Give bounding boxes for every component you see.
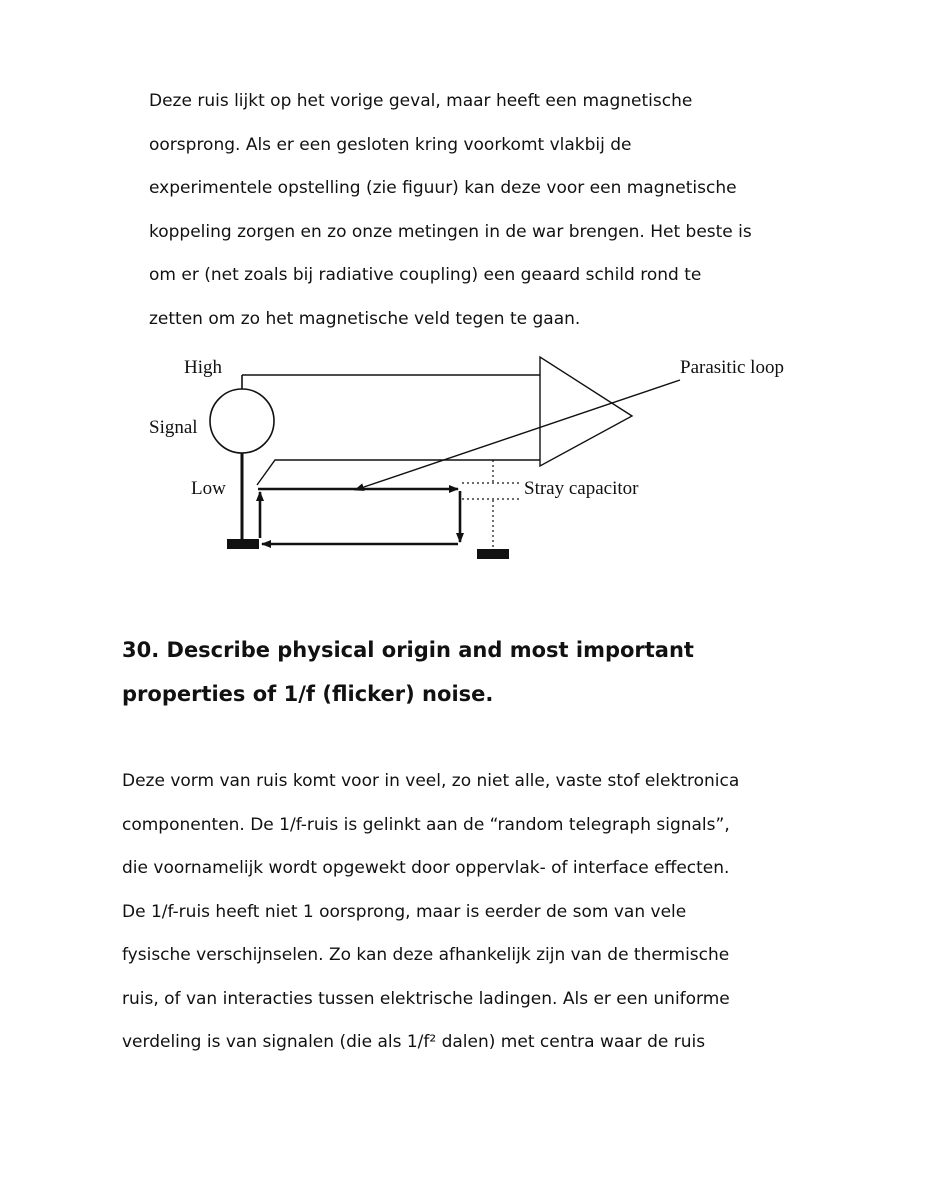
text-line: die voornamelijk wordt opgewekt door oppervlak- of interface effecten. (122, 858, 730, 878)
text-line: om er (net zoals bij radiative coupling) een geaard schild rond te (149, 265, 702, 285)
label-low: Low (191, 478, 226, 499)
label-parasitic-loop: Parasitic loop (680, 357, 784, 378)
text-line: koppeling zorgen en zo onze metingen in de war brengen. Het beste is (149, 222, 752, 242)
parasitic-loop-pointer (355, 380, 680, 490)
ground-left (227, 539, 259, 549)
label-signal: Signal (149, 417, 198, 438)
text-line: Deze vorm van ruis komt voor in veel, zo niet alle, vaste stof elektronica (122, 771, 740, 791)
text-line: zetten om zo het magnetische veld tegen te gaan. (149, 309, 581, 329)
ground-right (477, 549, 509, 559)
heading-line: 30. Describe physical origin and most important (122, 638, 694, 662)
text-line: Deze ruis lijkt op het vorige geval, maar heeft een magnetische (149, 91, 693, 111)
parasitic-loop-circuit-diagram (140, 348, 820, 568)
label-stray-capacitor: Stray capacitor (524, 478, 639, 499)
low-input-wire (257, 460, 540, 485)
text-line: experimentele opstelling (zie figuur) kan deze voor een magnetische (149, 178, 737, 198)
text-line: ruis, of van interacties tussen elektrische ladingen. Als er een uniforme (122, 989, 730, 1009)
text-line: verdeling is van signalen (die als 1/f² dalen) met centra waar de ruis (122, 1032, 706, 1052)
text-line: componenten. De 1/f-ruis is gelinkt aan de “random telegraph signals”, (122, 815, 730, 835)
signal-source-circle (210, 389, 274, 453)
text-line: De 1/f-ruis heeft niet 1 oorsprong, maar is eerder de som van vele (122, 902, 687, 922)
label-high: High (184, 357, 222, 378)
text-line: fysische verschijnselen. Zo kan deze afhankelijk zijn van de thermische (122, 945, 730, 965)
heading-line: properties of 1/f (flicker) noise. (122, 682, 494, 706)
text-line: oorsprong. Als er een gesloten kring voorkomt vlakbij de (149, 135, 632, 155)
